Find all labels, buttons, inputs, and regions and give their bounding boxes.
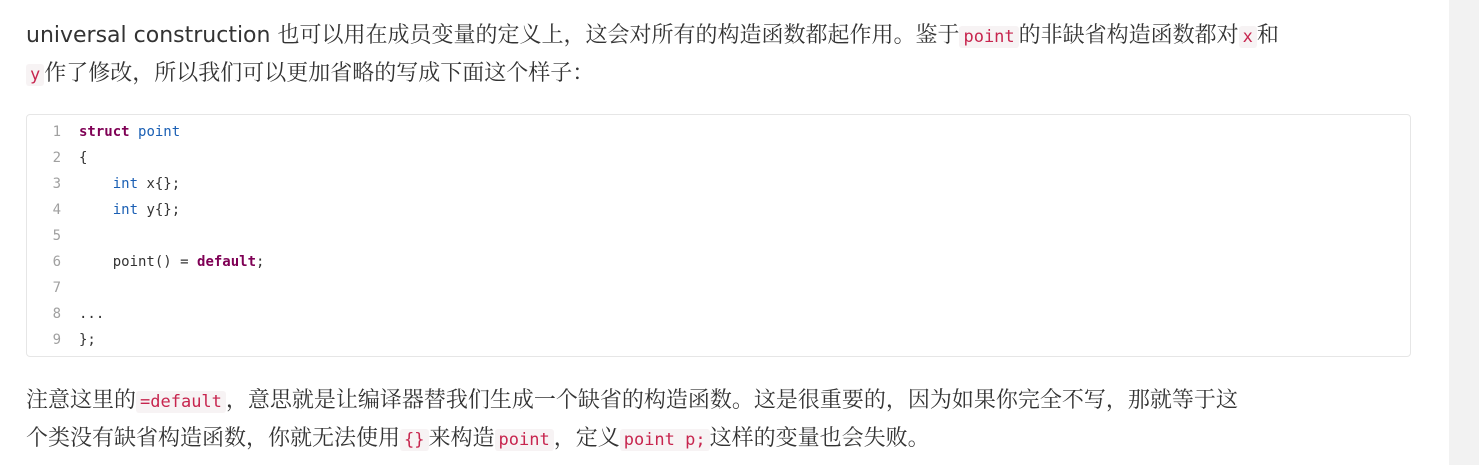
inline-code-x: x <box>1239 26 1257 48</box>
code-line <box>27 249 264 275</box>
code-keyword: struct <box>79 124 130 140</box>
inline-code-y: y <box>26 64 44 86</box>
inline-code-point-p: point p; <box>620 429 710 451</box>
paragraph-line <box>26 17 1416 55</box>
text-segment: 来构造 <box>428 426 495 451</box>
code-text: y{}; <box>138 202 181 218</box>
line-number: 4 <box>52 202 61 218</box>
code-line <box>27 223 79 249</box>
text-segment: 这样的变量也会失败。 <box>709 426 930 451</box>
code-type: int <box>112 202 139 218</box>
text-segment: 作了修改，所以我们可以更加省略的写成下面这个样子： <box>44 61 595 86</box>
text-segment: 和 <box>1256 23 1279 48</box>
text-segment: universal construction 也可以用在成员变量的定义上，这会对所有的构造函数都起作用。鉴于 <box>26 23 960 48</box>
code-text <box>130 124 138 140</box>
code-text <box>79 202 113 218</box>
text-segment: 个类没有缺省构造函数，你就无法使用 <box>26 426 401 451</box>
inline-code-braces: {} <box>400 429 428 451</box>
paragraph-universal-construction <box>26 17 1416 93</box>
code-text: point() = <box>79 254 198 270</box>
inline-code-default: =default <box>136 391 226 413</box>
line-number: 8 <box>52 306 61 322</box>
code-line <box>27 171 180 197</box>
code-text: ; <box>256 254 265 270</box>
code-line <box>27 327 96 353</box>
inline-code-point: point <box>495 429 554 451</box>
line-number: 2 <box>52 150 61 166</box>
inline-code-point: point <box>959 26 1018 48</box>
code-block <box>26 114 1411 357</box>
right-gutter <box>1449 0 1479 465</box>
paragraph-line <box>26 55 1416 93</box>
line-number: 7 <box>52 280 61 296</box>
code-text: }; <box>79 332 96 348</box>
line-number: 3 <box>52 176 61 192</box>
code-line <box>27 301 104 327</box>
line-number: 9 <box>52 332 61 348</box>
paragraph-default-note <box>26 382 1416 458</box>
code-type: point <box>138 124 181 140</box>
text-segment: ，意思就是让编译器替我们生成一个缺省的构造函数。这是很重要的，因为如果你完全不写，那就等于这 <box>225 388 1238 413</box>
text-segment: 的非缺省构造函数都对 <box>1018 23 1239 48</box>
code-text: x{}; <box>138 176 181 192</box>
code-line <box>27 275 79 301</box>
paragraph-line <box>26 420 1416 458</box>
line-number: 5 <box>52 228 61 244</box>
code-text: ... <box>79 306 105 322</box>
line-number: 6 <box>52 254 61 270</box>
code-line <box>27 119 180 145</box>
line-number: 1 <box>52 124 61 140</box>
code-text <box>79 176 113 192</box>
code-line <box>27 145 87 171</box>
text-segment: 注意这里的 <box>26 388 137 413</box>
text-segment: ，定义 <box>553 426 620 451</box>
code-text: { <box>79 150 88 166</box>
code-keyword: default <box>197 254 257 270</box>
code-type: int <box>112 176 139 192</box>
code-line <box>27 197 180 223</box>
paragraph-line <box>26 382 1416 420</box>
